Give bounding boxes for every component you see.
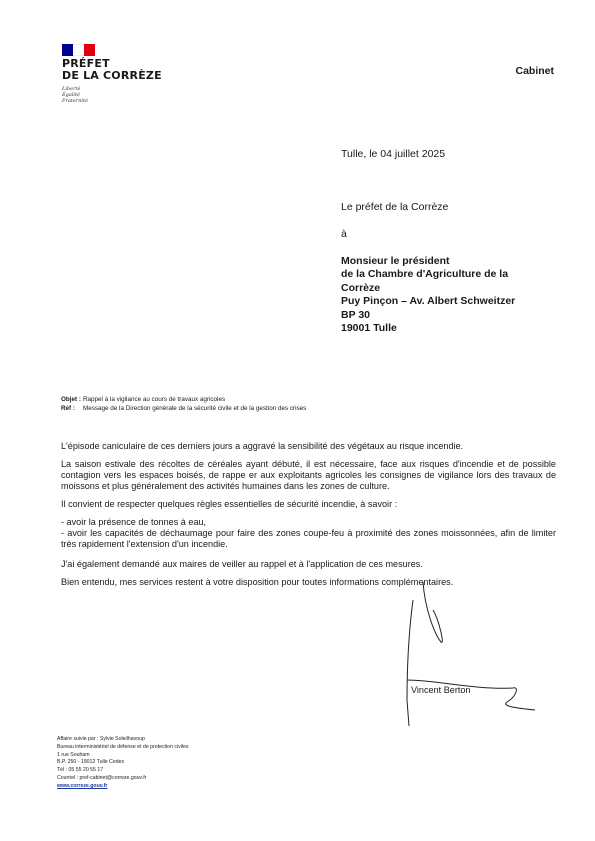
prefecture-logo [62, 58, 162, 82]
recipient-address [341, 255, 546, 335]
list-item: - avoir la présence de tonnes à eau, [61, 517, 207, 527]
to-marker: à [341, 228, 347, 240]
handwritten-signature [395, 580, 545, 730]
footer-line: B.P. 250 - 19012 Tulle Cedex [57, 759, 125, 766]
signature-stroke [423, 582, 442, 642]
measures-list [61, 517, 556, 550]
footer-line: Tél : 05 55 20 55 17 [57, 767, 104, 774]
footer-line: Affaire suivie par : Sylvie Soleilhavoup [57, 736, 145, 742]
flag-red-band [84, 44, 95, 56]
motto-fraternite: Fraternité [62, 98, 88, 104]
reference-text: Message de la Direction générale de la sécurité civile et de la gestion des crises [83, 405, 307, 412]
service-name: Cabinet [515, 65, 554, 77]
object-row [61, 395, 306, 404]
signature-stroke [407, 600, 413, 726]
sender: Le préfet de la Corrèze [341, 201, 449, 213]
footer-line: Courriel : pref-cabinet@correze.gouv.fr [57, 774, 147, 781]
footer-line: 1 rue Souham [57, 751, 90, 758]
object-label: Objet : [61, 396, 81, 403]
list-item: - avoir les capacités de déchaumage pour faire des zones coupe-feu à proximité des zones moissonnées, afin de limiter très rapidement l'extension d'un incendie. [61, 528, 556, 549]
contact-footer [57, 736, 189, 791]
footer-line: Bureau interministériel de défense et de protection civiles [57, 743, 189, 750]
recipient-line: BP 30 [341, 308, 370, 321]
motto-liberte: Liberté [62, 86, 81, 92]
logo-line-2: DE LA CORRÈZE [62, 69, 162, 82]
body-paragraph: La saison estivale des récoltes de céréales ayant débuté, il est nécessaire, face aux risques d'incendie et de possible contagion vers les espaces boisés, de rappe er aux exploitants agricoles les consignes de vigilance lors des travaux de moissons et plus généralement des activités humaines dans les zones de culture. [61, 459, 556, 491]
reference-label: Réf : [61, 405, 75, 412]
flag-white-band [73, 44, 84, 56]
flag-blue-band [62, 44, 73, 56]
signatory-name: Vincent Berton [411, 685, 471, 695]
body-paragraph: J'ai également demandé aux maires de veiller au rappel et à l'application de ces mesures. [61, 559, 423, 569]
body-paragraph: Il convient de respecter quelques règles essentielles de sécurité incendie, à savoir : [61, 499, 398, 509]
letter-body [61, 441, 556, 595]
reference-row [61, 404, 306, 413]
recipient-line: de la Chambre d'Agriculture de la Corrèze [341, 268, 509, 294]
object-text: Rappel à la vigilance au cours de travaux agricoles [83, 396, 226, 403]
tricolor-flag-icon [62, 44, 95, 56]
logo-line-1: PRÉFET [62, 57, 110, 70]
recipient-line: Monsieur le président [341, 255, 450, 267]
body-paragraph: Bien entendu, mes services restent à votre disposition pour toutes informations complémentaires. [61, 577, 454, 587]
body-paragraph: L'épisode caniculaire de ces derniers jours a aggravé la sensibilité des végétaux au risque incendie. [61, 441, 464, 451]
motto-egalite: Égalité [62, 92, 80, 98]
subject-block [61, 395, 306, 413]
recipient-line: Puy Pinçon – Av. Albert Schweitzer [341, 295, 516, 308]
recipient-line: 19001 Tulle [341, 322, 397, 335]
place-date: Tulle, le 04 juillet 2025 [341, 148, 446, 160]
republic-motto [62, 86, 88, 104]
website-link[interactable]: www.correze.gouv.fr [57, 782, 108, 789]
